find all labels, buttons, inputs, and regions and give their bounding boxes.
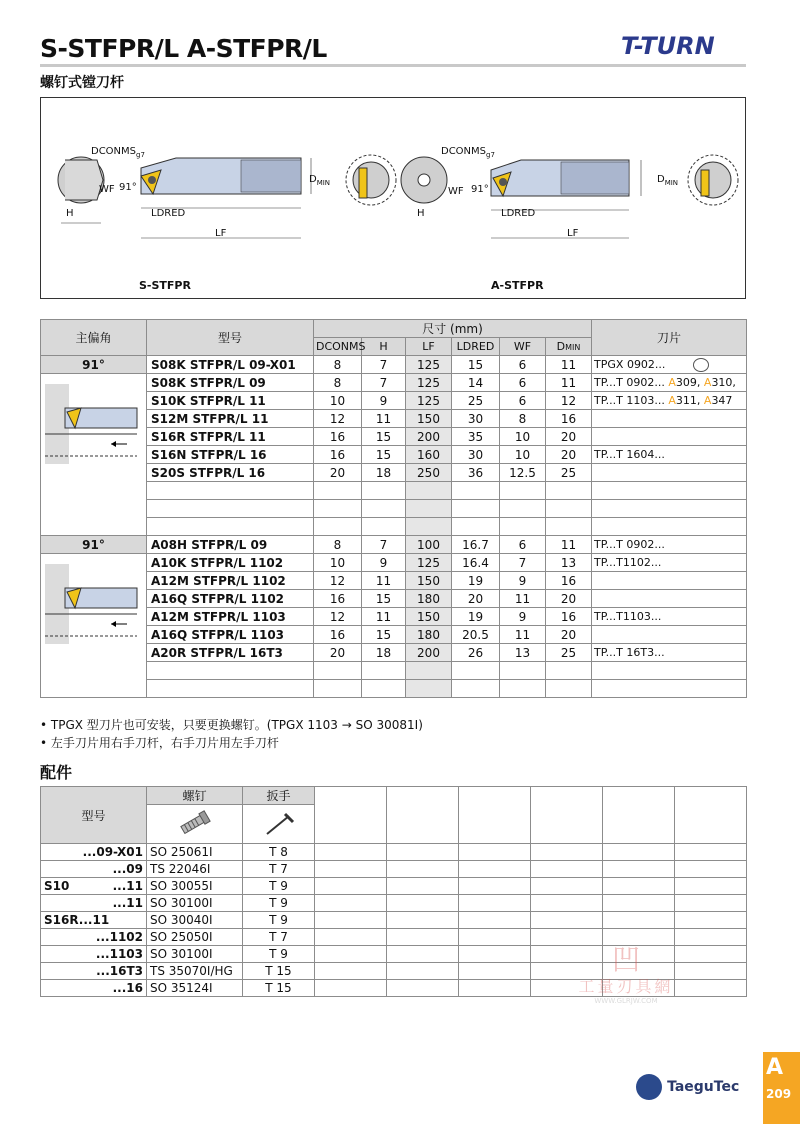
ldred-cell: 16.7 <box>452 536 500 554</box>
wf-cell: 6 <box>500 536 546 554</box>
a-stfpr-thumbnail <box>41 554 145 654</box>
acc-screw-cell: SO 30100I <box>147 946 243 963</box>
lf-cell: 160 <box>406 446 452 464</box>
table-row <box>41 536 747 554</box>
table-row <box>41 356 747 374</box>
dmin-cell: 25 <box>546 644 592 662</box>
wf-cell: 10 <box>500 428 546 446</box>
table-header-row <box>41 320 747 338</box>
lf-cell: 200 <box>406 428 452 446</box>
empty-row <box>41 482 747 500</box>
dmin-cell: 20 <box>546 428 592 446</box>
taegutec-logo-text: TaeguTec <box>667 1079 740 1095</box>
watermark-url: WWW.GLRJW.COM <box>594 997 658 1005</box>
table-row <box>41 608 747 626</box>
catalog-ref: A311, A347 <box>668 394 733 407</box>
acc-wrench-cell: T 15 <box>243 980 315 997</box>
header-insert: 刀片 <box>592 320 747 356</box>
wf-label-right: WF <box>448 186 464 197</box>
section-angle: 91° <box>41 356 147 374</box>
model-cell: S12M STFPR/L 11 <box>147 410 314 428</box>
dconms-cell: 8 <box>314 374 362 392</box>
lf-cell: 200 <box>406 644 452 662</box>
dconms-cell: 12 <box>314 608 362 626</box>
header-size: 尺寸 (mm) <box>314 320 592 338</box>
ldred-label-left: LDRED <box>151 208 186 219</box>
dmin-cell: 11 <box>546 536 592 554</box>
table-row <box>41 464 747 482</box>
acc-screw-cell: TS 35070I/HG <box>147 963 243 980</box>
table-row <box>41 446 747 464</box>
ldred-cell: 20 <box>452 590 500 608</box>
dmin-cell: 16 <box>546 410 592 428</box>
dmin-cell: 11 <box>546 374 592 392</box>
acc-screw-cell: TS 22046I <box>147 861 243 878</box>
lf-cell: 125 <box>406 554 452 572</box>
lf-cell: 180 <box>406 626 452 644</box>
header-dconms: DCONMS <box>314 338 362 356</box>
wf-cell: 6 <box>500 392 546 410</box>
model-cell: S16R STFPR/L 11 <box>147 428 314 446</box>
h-cell: 9 <box>362 554 406 572</box>
dconms-cell: 8 <box>314 536 362 554</box>
dconms-cell: 16 <box>314 428 362 446</box>
ldred-label-right: LDRED <box>501 208 536 219</box>
acc-screw-cell: SO 25061I <box>147 844 243 861</box>
acc-model-cell: ...11 <box>41 895 147 912</box>
model-cell: S08K STFPR/L 09-X01 <box>147 356 314 374</box>
h-cell: 7 <box>362 356 406 374</box>
ldred-cell: 36 <box>452 464 500 482</box>
dmin-label-right: $D_{MIN}$ <box>657 174 679 187</box>
dconms-label-right: $DCONMS_{g7}$ <box>441 146 495 159</box>
angle-label-left: 91° <box>119 182 137 193</box>
acc-model-cell: S10 ...11 <box>41 878 147 895</box>
ldred-cell: 19 <box>452 608 500 626</box>
header-h: H <box>362 338 406 356</box>
ldred-cell: 20.5 <box>452 626 500 644</box>
wf-cell: 9 <box>500 608 546 626</box>
acc-model-cell: ...1103 <box>41 946 147 963</box>
dmin-cell: 16 <box>546 572 592 590</box>
dconms-cell: 10 <box>314 392 362 410</box>
taegutec-logo <box>636 1074 756 1110</box>
header-angle: 主偏角 <box>41 320 147 356</box>
ldred-cell: 25 <box>452 392 500 410</box>
s-stfpr-drawing <box>58 155 396 238</box>
note-item: • 左手刀片用右手刀杆，右手刀片用左手刀杆 <box>40 736 279 750</box>
wrench-icon <box>259 808 299 838</box>
dmin-cell: 20 <box>546 626 592 644</box>
insert-cell: TP...T 0902... <box>592 536 747 554</box>
table-row <box>41 374 747 392</box>
acc-screw-cell: SO 30055I <box>147 878 243 895</box>
lf-cell: 180 <box>406 590 452 608</box>
ldred-cell: 35 <box>452 428 500 446</box>
dconms-cell: 8 <box>314 356 362 374</box>
ldred-cell: 30 <box>452 446 500 464</box>
wf-cell: 6 <box>500 356 546 374</box>
model-cell: A12M STFPR/L 1102 <box>147 572 314 590</box>
acc-header-row <box>41 787 747 805</box>
dmin-cell: 11 <box>546 356 592 374</box>
ldred-cell: 19 <box>452 572 500 590</box>
h-cell: 18 <box>362 464 406 482</box>
holder-spec-table <box>40 319 747 698</box>
insert-cell <box>592 464 747 482</box>
header-model: 型号 <box>147 320 314 356</box>
h-cell: 15 <box>362 626 406 644</box>
h-cell: 11 <box>362 410 406 428</box>
acc-screw-cell: SO 25050I <box>147 929 243 946</box>
header-dmin: DMIN <box>546 338 592 356</box>
empty-row <box>41 518 747 536</box>
ldred-cell: 14 <box>452 374 500 392</box>
table-row <box>41 572 747 590</box>
model-cell: A10K STFPR/L 1102 <box>147 554 314 572</box>
model-cell: S20S STFPR/L 16 <box>147 464 314 482</box>
screw-icon-cell <box>147 805 243 844</box>
acc-wrench-cell: T 7 <box>243 861 315 878</box>
dconms-cell: 16 <box>314 626 362 644</box>
page-letter: A <box>766 1055 784 1080</box>
s-stfpr-thumbnail <box>41 374 145 474</box>
lf-cell: 125 <box>406 392 452 410</box>
lf-cell: 125 <box>406 374 452 392</box>
table-row <box>41 410 747 428</box>
ldred-cell: 15 <box>452 356 500 374</box>
insert-cell: TP...T 1604... <box>592 446 747 464</box>
insert-cell <box>592 626 747 644</box>
wf-cell: 10 <box>500 446 546 464</box>
tool-drawing <box>41 98 745 298</box>
wf-cell: 12.5 <box>500 464 546 482</box>
dmin-cell: 16 <box>546 608 592 626</box>
h-cell: 18 <box>362 644 406 662</box>
note-item: • TPGX 型刀片也可安装，只要更换螺钉。(TPGX 1103 → SO 30081I) <box>40 718 423 732</box>
wf-cell: 9 <box>500 572 546 590</box>
dconms-cell: 12 <box>314 410 362 428</box>
h-cell: 15 <box>362 590 406 608</box>
acc-screw-cell: SO 30100I <box>147 895 243 912</box>
dconms-cell: 12 <box>314 572 362 590</box>
header-lf: LF <box>406 338 452 356</box>
lf-cell: 250 <box>406 464 452 482</box>
notes <box>40 716 423 752</box>
empty-row <box>41 680 747 698</box>
watermark-text: 工量刃具網 <box>578 977 674 996</box>
magnifier-icon[interactable] <box>693 358 709 372</box>
model-cell: A12M STFPR/L 1103 <box>147 608 314 626</box>
model-cell: A08H STFPR/L 09 <box>147 536 314 554</box>
insert-cell: TP...T 1103... A311, A347 <box>592 392 747 410</box>
ldred-cell: 26 <box>452 644 500 662</box>
dconms-cell: 16 <box>314 590 362 608</box>
acc-screw-cell: SO 30040I <box>147 912 243 929</box>
dmin-label-left: $D_{MIN}$ <box>309 174 331 187</box>
section-angle: 91° <box>41 536 147 554</box>
s-stfpr-thumb-cell <box>41 374 147 536</box>
angle-label-right: 91° <box>471 184 489 195</box>
lf-label-right: LF <box>567 228 579 239</box>
insert-cell: TP...T1102... <box>592 554 747 572</box>
dconms-label-left: $DCONMS_{g7}$ <box>91 146 145 159</box>
lf-label-left: LF <box>215 228 227 239</box>
page-subtitle: 螺钉式镗刀杆 <box>40 75 124 91</box>
watermark <box>576 943 676 1010</box>
acc-wrench-cell: T 8 <box>243 844 315 861</box>
h-label-right: H <box>417 208 425 219</box>
acc-wrench-cell: T 9 <box>243 946 315 963</box>
screw-icon <box>175 808 215 838</box>
table-row <box>41 626 747 644</box>
wf-label-left: WF <box>99 184 115 195</box>
dconms-cell: 20 <box>314 464 362 482</box>
wf-cell: 13 <box>500 644 546 662</box>
accessories-title: 配件 <box>40 763 73 782</box>
wf-cell: 11 <box>500 590 546 608</box>
acc-model-cell: ...16T3 <box>41 963 147 980</box>
lf-cell: 150 <box>406 572 452 590</box>
h-cell: 15 <box>362 428 406 446</box>
h-cell: 7 <box>362 374 406 392</box>
page-title: S-STFPR/L A-STFPR/L <box>40 34 327 63</box>
lf-cell: 150 <box>406 608 452 626</box>
dmin-cell: 25 <box>546 464 592 482</box>
dmin-cell: 13 <box>546 554 592 572</box>
acc-model-cell: ...09-X01 <box>41 844 147 861</box>
table-row <box>41 392 747 410</box>
wf-cell: 6 <box>500 374 546 392</box>
acc-header-screw: 螺钉 <box>147 787 243 805</box>
dmin-cell: 20 <box>546 590 592 608</box>
dmin-cell: 20 <box>546 446 592 464</box>
dconms-cell: 20 <box>314 644 362 662</box>
wf-cell: 11 <box>500 626 546 644</box>
page-number: 209 <box>766 1087 792 1101</box>
watermark-logo-icon: 凹 <box>611 943 640 976</box>
acc-row <box>41 929 747 946</box>
lf-cell: 125 <box>406 356 452 374</box>
table-row <box>41 554 747 572</box>
acc-wrench-cell: T 9 <box>243 895 315 912</box>
t-turn-logo <box>618 26 753 66</box>
table-row <box>41 644 747 662</box>
model-cell: A20R STFPR/L 16T3 <box>147 644 314 662</box>
h-label-left: H <box>66 208 74 219</box>
ldred-cell: 30 <box>452 410 500 428</box>
model-cell: S08K STFPR/L 09 <box>147 374 314 392</box>
insert-cell <box>592 410 747 428</box>
insert-cell: TPGX 0902... <box>592 356 747 374</box>
table-row <box>41 428 747 446</box>
acc-wrench-cell: T 9 <box>243 912 315 929</box>
header-wf: WF <box>500 338 546 356</box>
caption-a-stfpr: A-STFPR <box>491 279 544 292</box>
header-ldred: LDRED <box>452 338 500 356</box>
acc-wrench-cell: T 15 <box>243 963 315 980</box>
model-cell: A16Q STFPR/L 1102 <box>147 590 314 608</box>
table-row <box>41 590 747 608</box>
dmin-cell: 12 <box>546 392 592 410</box>
acc-model-cell: ...09 <box>41 861 147 878</box>
insert-cell: TP...T1103... <box>592 608 747 626</box>
insert-cell: TP...T 16T3... <box>592 644 747 662</box>
lf-cell: 100 <box>406 536 452 554</box>
model-cell: S10K STFPR/L 11 <box>147 392 314 410</box>
wrench-icon-cell <box>243 805 315 844</box>
empty-row <box>41 662 747 680</box>
h-cell: 7 <box>362 536 406 554</box>
insert-cell: TP...T 0902... A309, A310, <box>592 374 747 392</box>
insert-cell <box>592 572 747 590</box>
tool-diagram <box>40 97 746 299</box>
acc-header-model: 型号 <box>41 787 147 844</box>
empty-row <box>41 500 747 518</box>
taegutec-logo-icon <box>636 1074 662 1100</box>
acc-row <box>41 844 747 861</box>
model-cell: A16Q STFPR/L 1103 <box>147 626 314 644</box>
h-cell: 9 <box>362 392 406 410</box>
lf-cell: 150 <box>406 410 452 428</box>
ldred-cell: 16.4 <box>452 554 500 572</box>
a-stfpr-thumb-cell <box>41 554 147 698</box>
brand-text: T-TURN <box>621 32 715 60</box>
acc-row <box>41 895 747 912</box>
acc-header-wrench: 扳手 <box>243 787 315 805</box>
wf-cell: 8 <box>500 410 546 428</box>
h-cell: 11 <box>362 572 406 590</box>
wf-cell: 7 <box>500 554 546 572</box>
acc-model-cell: ...16 <box>41 980 147 997</box>
caption-s-stfpr: S-STFPR <box>139 279 191 292</box>
acc-model-cell: ...1102 <box>41 929 147 946</box>
acc-wrench-cell: T 9 <box>243 878 315 895</box>
catalog-ref: A309, A310, <box>668 376 736 389</box>
acc-screw-cell: SO 35124I <box>147 980 243 997</box>
h-cell: 15 <box>362 446 406 464</box>
dconms-cell: 10 <box>314 554 362 572</box>
h-cell: 11 <box>362 608 406 626</box>
acc-model-cell: S16R...11 <box>41 912 147 929</box>
dconms-cell: 16 <box>314 446 362 464</box>
acc-row <box>41 878 747 895</box>
insert-cell <box>592 428 747 446</box>
acc-row <box>41 912 747 929</box>
insert-cell <box>592 590 747 608</box>
model-cell: S16N STFPR/L 16 <box>147 446 314 464</box>
acc-row <box>41 861 747 878</box>
acc-wrench-cell: T 7 <box>243 929 315 946</box>
